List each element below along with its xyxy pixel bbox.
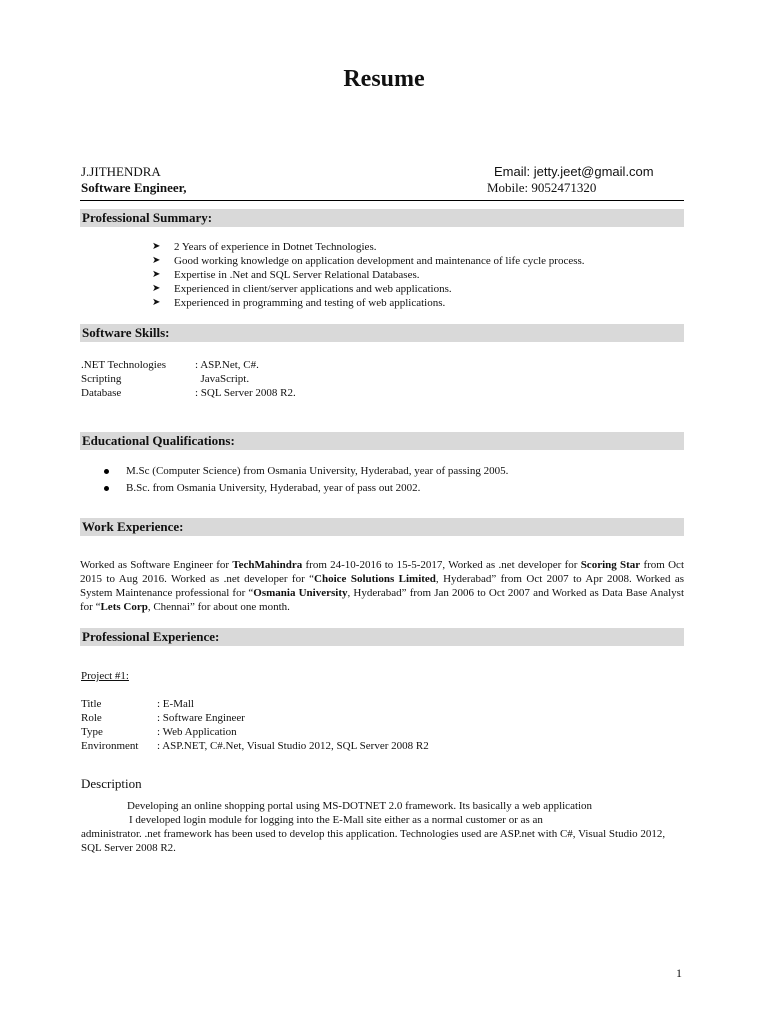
candidate-name: J.JITHENDRA [81, 164, 161, 179]
project-details [81, 697, 429, 753]
project-label: Project #1: [81, 670, 129, 682]
header-divider [80, 200, 684, 201]
list-item: M.Sc (Computer Science) from Osmania University, Hyderabad, year of passing 2005. [104, 463, 508, 480]
skill-row: .NET Technologies : ASP.Net, C#. [81, 359, 259, 371]
list-item: ➤ Expertise in .Net and SQL Server Relational Databases. [152, 269, 420, 281]
skill-row: Database : SQL Server 2008 R2. [81, 387, 296, 399]
summary-list [152, 240, 585, 310]
list-item: B.Sc. from Osmania University, Hyderabad, year of pass out 2002. [104, 480, 508, 497]
list-item: ➤ Good working knowledge on application development and maintenance of life cycle process. [152, 255, 585, 267]
skills-table [81, 358, 296, 400]
detail-row: Environment : ASP.NET, C#.Net, Visual Studio 2012, SQL Server 2008 R2 [81, 740, 429, 752]
arrow-bullet-icon: ➤ [152, 255, 161, 266]
bullet-dot-icon [104, 486, 109, 491]
description-heading: Description [81, 776, 142, 791]
arrow-bullet-icon: ➤ [152, 241, 161, 252]
arrow-bullet-icon: ➤ [152, 269, 161, 280]
email-text: Email: jetty.jeet@gmail.com [494, 164, 654, 179]
candidate-role: Software Engineer, [81, 180, 187, 195]
detail-row: Type : Web Application [81, 726, 237, 738]
list-item: ➤ Experienced in programming and testing of web applications. [152, 297, 446, 309]
list-item: ➤ Experienced in client/server applications and web applications. [152, 283, 452, 295]
detail-row: Role : Software Engineer [81, 712, 245, 724]
page-number: 1 [676, 966, 682, 980]
candidate-info [81, 164, 186, 196]
work-paragraph: Worked as Software Engineer for TechMahindra from 24-10-2016 to 15-5-2017, Worked as .net developer for Scoring Star from Oct 2015 to Aug 2016. Worked as .net developer for “Choice Solutions Limited, Hyderabad” from Oct 2007 to Apr 2008. Worked as System Maintenance professional for “Osmania University, Hyderabad” from Jan 2006 to Oct 2007 and Worked as Data Base Analyst for “Lets Corp, Chennai” for about one month. [80, 559, 685, 613]
section-heading-work: Work Experience: [80, 518, 684, 536]
section-heading-skills: Software Skills: [80, 324, 684, 342]
mobile-text: Mobile: 9052471320 [487, 180, 597, 195]
detail-row: Title : E-Mall [81, 698, 194, 710]
description-text: Developing an online shopping portal using MS-DOTNET 2.0 framework. Its basically a web application I developed login module for logging into the E-Mall site either as a normal customer or as an administrator. .net framework has been used to develop this application. Technologies used are ASP.net with C#, Visual Studio 2012, SQL Server 2008 R2. [81, 800, 666, 854]
section-heading-professional: Professional Experience: [80, 628, 684, 646]
list-item: ➤ 2 Years of experience in Dotnet Technologies. [152, 241, 377, 253]
arrow-bullet-icon: ➤ [152, 283, 161, 294]
bullet-dot-icon [104, 469, 109, 474]
page-title: Resume [343, 66, 425, 92]
skill-row: Scripting JavaScript. [81, 373, 250, 385]
section-heading-education: Educational Qualifications: [80, 432, 684, 450]
education-list [104, 463, 508, 497]
arrow-bullet-icon: ➤ [152, 297, 161, 308]
section-heading-summary: Professional Summary: [80, 209, 684, 227]
